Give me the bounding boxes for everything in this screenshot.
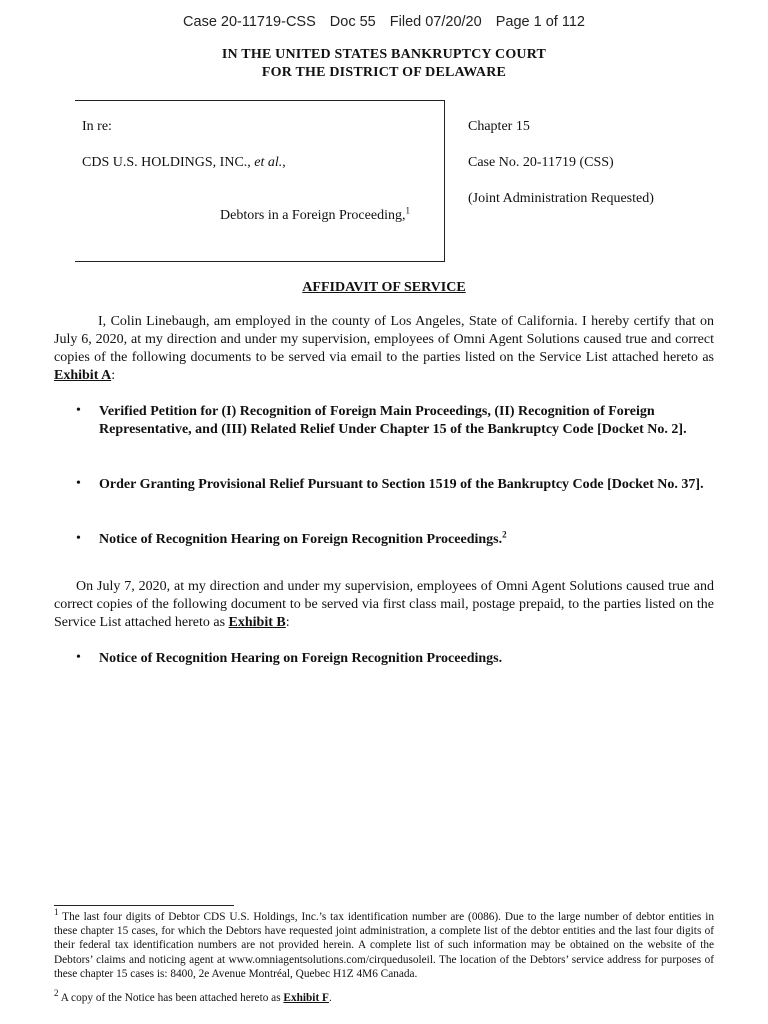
et-al: et al. [254,155,283,170]
debtor-name-text: CDS U.S. HOLDINGS, INC., [82,155,255,170]
document-title [0,280,768,296]
debtor-name-comma: , [282,155,286,170]
bullet-item-3 [99,531,714,549]
paragraph-2-text: On July 7, 2020, at my direction and under my supervision, employees of Omni Agent Solutions caused true and correct copies of the following document to be served via first class mail, postage prepaid, to the parties listed on the Service List attached hereto as [54,579,714,630]
court-line-2: FOR THE DISTRICT OF DELAWARE [261,65,507,80]
footnote-ref-2: 2 [502,529,507,540]
bullet-marker: • [76,650,81,665]
page-count: Page 1 of 112 [495,14,585,30]
paragraph-1-end: : [111,368,116,383]
bullet-item-2: Order Granting Provisional Relief Pursuant to Section 1519 of the Bankruptcy Code [Docket No. 37]. [99,477,704,492]
filed-date: Filed 07/20/20 [389,14,482,30]
exhibit-b-ref: Exhibit B [228,615,286,630]
footnote-1-marker: 1 [54,907,59,918]
bullet-marker: • [76,531,81,546]
court-heading [0,46,768,82]
debtor-name [82,154,286,172]
case-no-label: Case No. 20-11719 (CSS) [468,155,614,170]
bullet-item-1: Verified Petition for (I) Recognition of Foreign Main Proceedings, (II) Recognition of Foreign Representative, and (III) Related Relief Under Chapter 15 of the Bankruptcy Code [Docket No. 2]. [99,404,687,437]
footnote-2-end: . [328,992,332,1004]
doc-number: Doc 55 [329,14,376,30]
debtors-description-text: Debtors in a Foreign Proceeding, [220,208,406,223]
paragraph-2-end: : [285,615,290,630]
bullet-marker: • [76,403,81,418]
debtors-description [220,207,410,225]
chapter-label: Chapter 15 [468,119,530,134]
in-re-label: In re: [82,119,112,134]
exhibit-a-ref: Exhibit A [54,368,112,383]
bullet-item-4: Notice of Recognition Hearing on Foreign Recognition Proceedings. [99,651,503,666]
bullet-marker: • [76,476,81,491]
court-line-1: IN THE UNITED STATES BANKRUPTCY COURT [221,47,547,62]
footnote-1-text: The last four digits of Debtor CDS U.S. Holdings, Inc.’s tax identification number are (0086). Due to the large number of debtor entities in these chapter 15 cases, for which the Debtors have requested joint administration, a complete list of the debtor entities and the last four digits of their federal tax identification numbers are not provided herein. A complete list of such information may be obtained on the website of the Debtors’ claims and noticing agent at www.omniagentsolutions.com/cirquedusoleil. The location of the Debtors’ service address for purposes of these chapter 15 cases is: 8400, 2e Avenue Montréal, Quebec H1Z 4M6 Canada. [54,911,714,980]
caption-box [75,100,445,262]
paragraph-1-text: I, Colin Linebaugh, am employed in the county of Los Angeles, State of California. I hereby certify that on July 6, 2020, at my direction and under my supervision, employees of Omni Agent Solutions caused true and correct copies of the following documents to be served via email to the parties listed on the Service List attached hereto as [54,314,714,365]
paragraph-2 [54,578,714,632]
footnote-2-text: A copy of the Notice has been attached hereto as [58,992,284,1004]
footnote-2 [54,988,714,1005]
footnote-2-marker: 2 [54,988,59,999]
document-title-text: AFFIDAVIT OF SERVICE [302,280,466,295]
filing-header [0,14,768,30]
footnote-ref-1: 1 [405,205,410,216]
exhibit-f-ref: Exhibit F [283,992,329,1004]
joint-admin-label: (Joint Administration Requested) [468,191,654,206]
footnote-separator [54,905,234,906]
case-number: Case 20-11719-CSS [183,14,316,30]
bullet-item-3-text: Notice of Recognition Hearing on Foreign Recognition Proceedings. [99,532,503,547]
paragraph-1 [54,313,714,385]
footnote-1 [54,907,714,981]
